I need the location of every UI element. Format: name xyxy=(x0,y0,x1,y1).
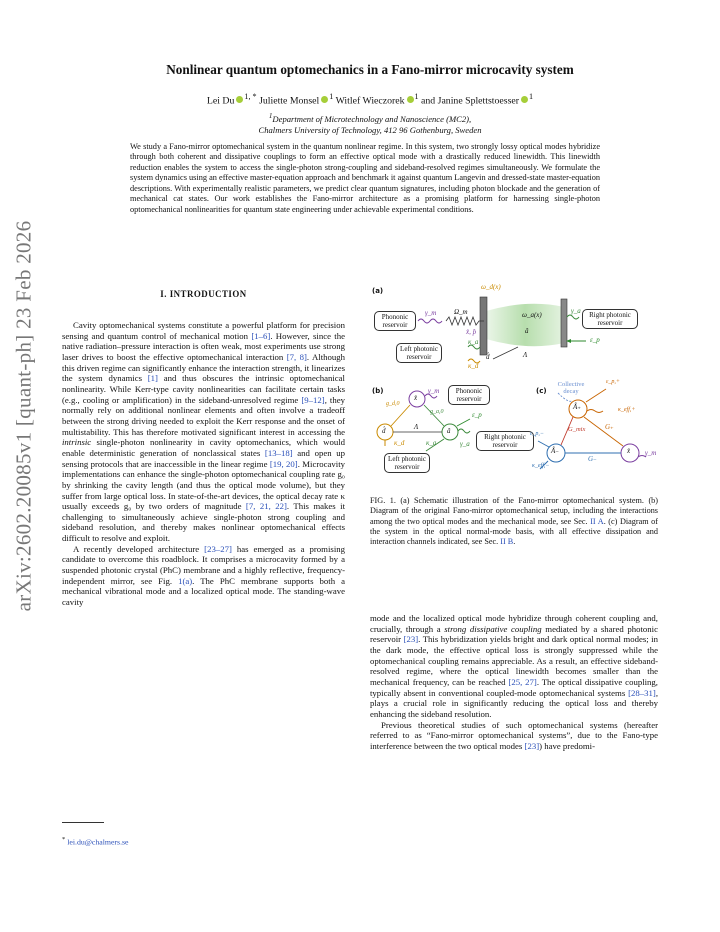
citation-link[interactable]: [23–27] xyxy=(204,543,232,554)
sym-x-b: x̂ xyxy=(414,394,418,402)
left-photonic-reservoir-box-b: Left photonic reservoir xyxy=(384,453,430,473)
sym-g-a0: g_a,0 xyxy=(430,409,444,415)
phc-membrane xyxy=(480,297,487,355)
sym-eps-pplus: ε_p,+ xyxy=(606,379,620,385)
phonon-wiggle xyxy=(418,319,442,323)
paragraph: Cavity optomechanical systems constitute a powerful platform for precision sensing and quantum control of mechanical motion [1–6]. However, since the native radiation–pressure interaction is often weak, most experiments use strong laser drives to boost the effective optomechanical interaction [7, 8]. Although this driven regime can significantly enhance the interaction strength, it linearizes the system dynamics [1] and thus obscures the intrinsic optomechanical nonlinearity. While Kerr-type cavity nonlinearities can facilitate certain tasks (e.g., cooling or amplification) in the sideband-unresolved regime [9–12], they normally rely on additional nonlinear elements and often involve a tradeoff between the strong driving needed to exploit the Kerr response and the onset of multistability. This has therefore motivated significant interest in accessing the intrinsic single-photon nonlinearity in cavity optomechanics, which would enable deterministic generation of nonclassical states [13–18] and open up sensing protocols that are inaccessible in the linear regime [19, 20]. Microcavity implementations can enhance the single-photon optomechanical coupling rate g₀ by shrinking the cavity length (and thus the optical mode volume), but they suffer from large optical loss. In state-of-the-art devices, the optical decay rate κ usually exceeds g₀ by two orders of magnitude [7, 21, 22]. This makes it challenging to simultaneously achieve single-photon strong coupling and sideband resolution, and thereby makes nonlinear optomechanical effects difficult to resolve and exploit. xyxy=(62,320,346,544)
sym-a: â xyxy=(525,327,529,335)
sym-x-c: x̂ xyxy=(627,447,631,455)
phononic-reservoir-box-b: Phononic reservoir xyxy=(448,385,490,405)
citation-link[interactable]: [1–6] xyxy=(251,330,271,341)
paragraph: A recently developed architecture [23–27] has emerged as a promising candidate to overcome this roadblock. It comprises a microcavity formed by a suspended photonic crystal (PhC) membrane and a highly reflective, frequency-independent mirror, see Fig. 1(a). The PhC membrane supports both a mechanical vibrational mode and a localized optical mode. The standing-wave cavity xyxy=(62,543,345,608)
sym-gamma-a: γ_a xyxy=(571,307,581,315)
sym-kappa-a: κ_a xyxy=(468,338,479,346)
citation-link[interactable]: [23] xyxy=(524,740,540,751)
sym-eps-pminus: ε_p,− xyxy=(530,431,544,437)
section-link[interactable]: II A xyxy=(590,516,604,526)
author-name: Witlef Wieczorek xyxy=(335,95,405,107)
sym-kappa-a-b: κ_a xyxy=(426,439,437,447)
affiliation-line: Department of Microtechnology and Nanoscience (MC2), xyxy=(272,113,472,124)
sym-g-d0: g_d,0 xyxy=(386,401,400,407)
author-list: Lei Du $^{1, *}$ Juliette Monsel $^1$ Witlef Wieczorek $^1$ and Janine Splettstoesser $^1$ xyxy=(206,92,534,107)
sym-gamma-m-c: γ_m xyxy=(645,449,657,457)
author-mark: 1 xyxy=(329,92,334,101)
affiliation-line: Chalmers University of Technology, 412 96 Gothenburg, Sweden xyxy=(258,124,482,135)
left-photonic-reservoir-box: Left photonic reservoir xyxy=(396,343,442,363)
citation-link[interactable]: [28–31] xyxy=(628,687,656,698)
orcid-icon[interactable] xyxy=(407,96,414,103)
sym-omega-a: ω_a(x) xyxy=(522,311,542,319)
citation-link[interactable]: [13–18] xyxy=(264,447,293,458)
paper-title: Nonlinear quantum optomechanics in a Fano-mirror microcavity system xyxy=(166,62,574,77)
sym-G-plus: G₊ xyxy=(605,423,614,431)
orcid-icon[interactable] xyxy=(521,96,528,103)
lambda-arrow xyxy=(493,347,518,359)
mechanical-spring xyxy=(446,317,484,325)
sym-Lambda: Λ xyxy=(523,351,528,359)
citation-link[interactable]: [7, 8] xyxy=(286,351,307,362)
footnote-rule xyxy=(62,822,104,823)
abstract: We study a Fano-mirror optomechanical system in the quantum nonlinear regime. In this system, two strongly lossy optical modes hybridize through both coherent and dissipative couplings to form an effective optical mode with a drastically reduced linewidth. This linewidth reduction enables the system to access the single-photon strong-coupling and sideband-resolved regimes simultaneously. We formulate the system dynamics using an effective master-equation approach and benchmark it against quantum Langevin and dressed-state master-equation descriptions. With experimentally realistic parameters, we predict clear quantum signatures, including photon blockade and the generation of mechanical cat states. Our work establishes the Fano-mirror architecture as a promising platform for harnessing single-photon optomechanical nonlinearities for quantum state engineering under achievable experimental conditions. xyxy=(130,142,600,214)
sym-gamma-m-b: γ_m xyxy=(428,387,440,395)
sym-d-b: d̂ xyxy=(382,427,386,435)
sym-G-mix: G_mix xyxy=(568,426,586,433)
figure-1 xyxy=(368,281,662,481)
sym-gamma-a-b: γ_a xyxy=(460,440,470,448)
author-name: Lei Du xyxy=(206,95,235,107)
sym-Omega-m: Ω_m xyxy=(454,308,468,316)
citation-link[interactable]: [25, 27] xyxy=(508,676,537,687)
footnote: * lei.du@chalmers.se xyxy=(62,836,129,847)
sym-G-minus: G₋ xyxy=(588,455,597,463)
panel-label-a: (a) xyxy=(372,287,384,295)
sym-a-b: â xyxy=(447,427,451,435)
citation-link[interactable]: [1] xyxy=(147,373,158,384)
citation-link[interactable]: [23] xyxy=(403,634,419,645)
section-link[interactable]: II B xyxy=(500,537,514,547)
end-mirror xyxy=(561,299,567,347)
figure-caption: FIG. 1. (a) Schematic illustration of the Fano-mirror optomechanical system. (b) Diagram of the original Fano-mirror optomechanical setup, including the interactions among the two optical modes and the mechanical mode, see Sec. II A. (c) Diagram of the system in the optical normal-mode basis, with all effective dissipation and interaction channels indicated, see Sec. II B. xyxy=(370,496,659,547)
citation-link[interactable]: [9–12] xyxy=(301,394,325,405)
sym-kappa-effminus: κ_eff,− xyxy=(532,463,550,469)
orcid-icon[interactable] xyxy=(236,96,243,103)
right-photonic-reservoir-box: Right photonic reservoir xyxy=(582,309,638,329)
author-mark: 1, * xyxy=(244,92,257,101)
author-name: Janine Splettstoesser xyxy=(437,95,519,107)
gamma-a-wiggle xyxy=(567,315,579,319)
right-photonic-reservoir-box-b: Right photonic reservoir xyxy=(476,431,534,451)
author-name: Juliette Monsel xyxy=(259,95,320,107)
orcid-icon[interactable] xyxy=(321,96,328,103)
sym-omega-d: ω_d(x) xyxy=(481,283,501,291)
phononic-reservoir-box: Phononic reservoir xyxy=(374,311,416,331)
sym-Aplus: Â₊ xyxy=(573,403,581,411)
sym-eps-p-b: ε_p xyxy=(472,411,482,419)
sym-Lambda-b: Λ xyxy=(414,423,419,431)
paragraph: Previous theoretical studies of such optomechanical systems (hereafter referred to as “Fano-mirror optomechanical systems”, due to the Fano-type interference between the two optical modes [23]) have predomi- xyxy=(370,719,658,751)
collective-decay-label: Collective decay xyxy=(557,381,585,395)
sym-kappa-d: κ_d xyxy=(468,362,479,370)
sym-d: d̂ xyxy=(486,353,490,361)
sym-Aminus: Â₋ xyxy=(551,447,559,455)
panel-label-b: (b) xyxy=(372,387,384,395)
section-heading: I. INTRODUCTION xyxy=(160,289,247,299)
sym-gamma-m: γ_m xyxy=(425,309,437,317)
b-gamma-a-wiggle xyxy=(458,429,470,433)
author-mark: 1 xyxy=(529,92,534,101)
sym-kappa-d-b: κ_d xyxy=(394,439,405,447)
sym-eps-p: ε_p xyxy=(590,336,600,344)
citation-link[interactable]: [7, 21, 22] xyxy=(245,501,287,512)
left-column xyxy=(62,320,345,608)
panel-label-c: (c) xyxy=(536,387,547,395)
author-mark: 1 xyxy=(414,92,419,101)
right-column xyxy=(370,613,658,752)
citation-link[interactable]: [19, 20] xyxy=(269,458,298,469)
paragraph: mode and the localized optical mode hybridize through coherent coupling and, crucially, through a strong dissipative coupling mediated by a shared photonic reservoir [23]. This hybridization yields bright and dark optical normal modes; in the dark mode, the effective optical loss is strongly suppressed while the optomechanical coupling remains appreciable. As a result, an effective sideband-resolved regime, where the optical linewidth becomes smaller than the mechanical frequency, can be reached [25, 27]. The optical dissipative coupling, typically absent in conventional coupled-mode optomechanical systems [28–31], plays a crucial role in significantly reducing the optical loss and thereby enhancing the sideband resolution. xyxy=(370,613,658,719)
arxiv-identifier: arXiv:2602.20085v1 [quant-ph] 23 Feb 2026 xyxy=(11,220,36,612)
sym-xp: x̂, p̂ xyxy=(466,328,477,336)
figure-link[interactable]: 1(a) xyxy=(178,575,193,586)
affiliation: $^1$Department of Microtechnology and Nanoscience (MC2), Chalmers University of Technology, 412 96 Gothenburg, Sweden xyxy=(258,112,482,135)
sym-kappa-effplus: κ_eff,+ xyxy=(618,407,636,413)
email-link[interactable]: lei.du@chalmers.se xyxy=(67,837,129,847)
